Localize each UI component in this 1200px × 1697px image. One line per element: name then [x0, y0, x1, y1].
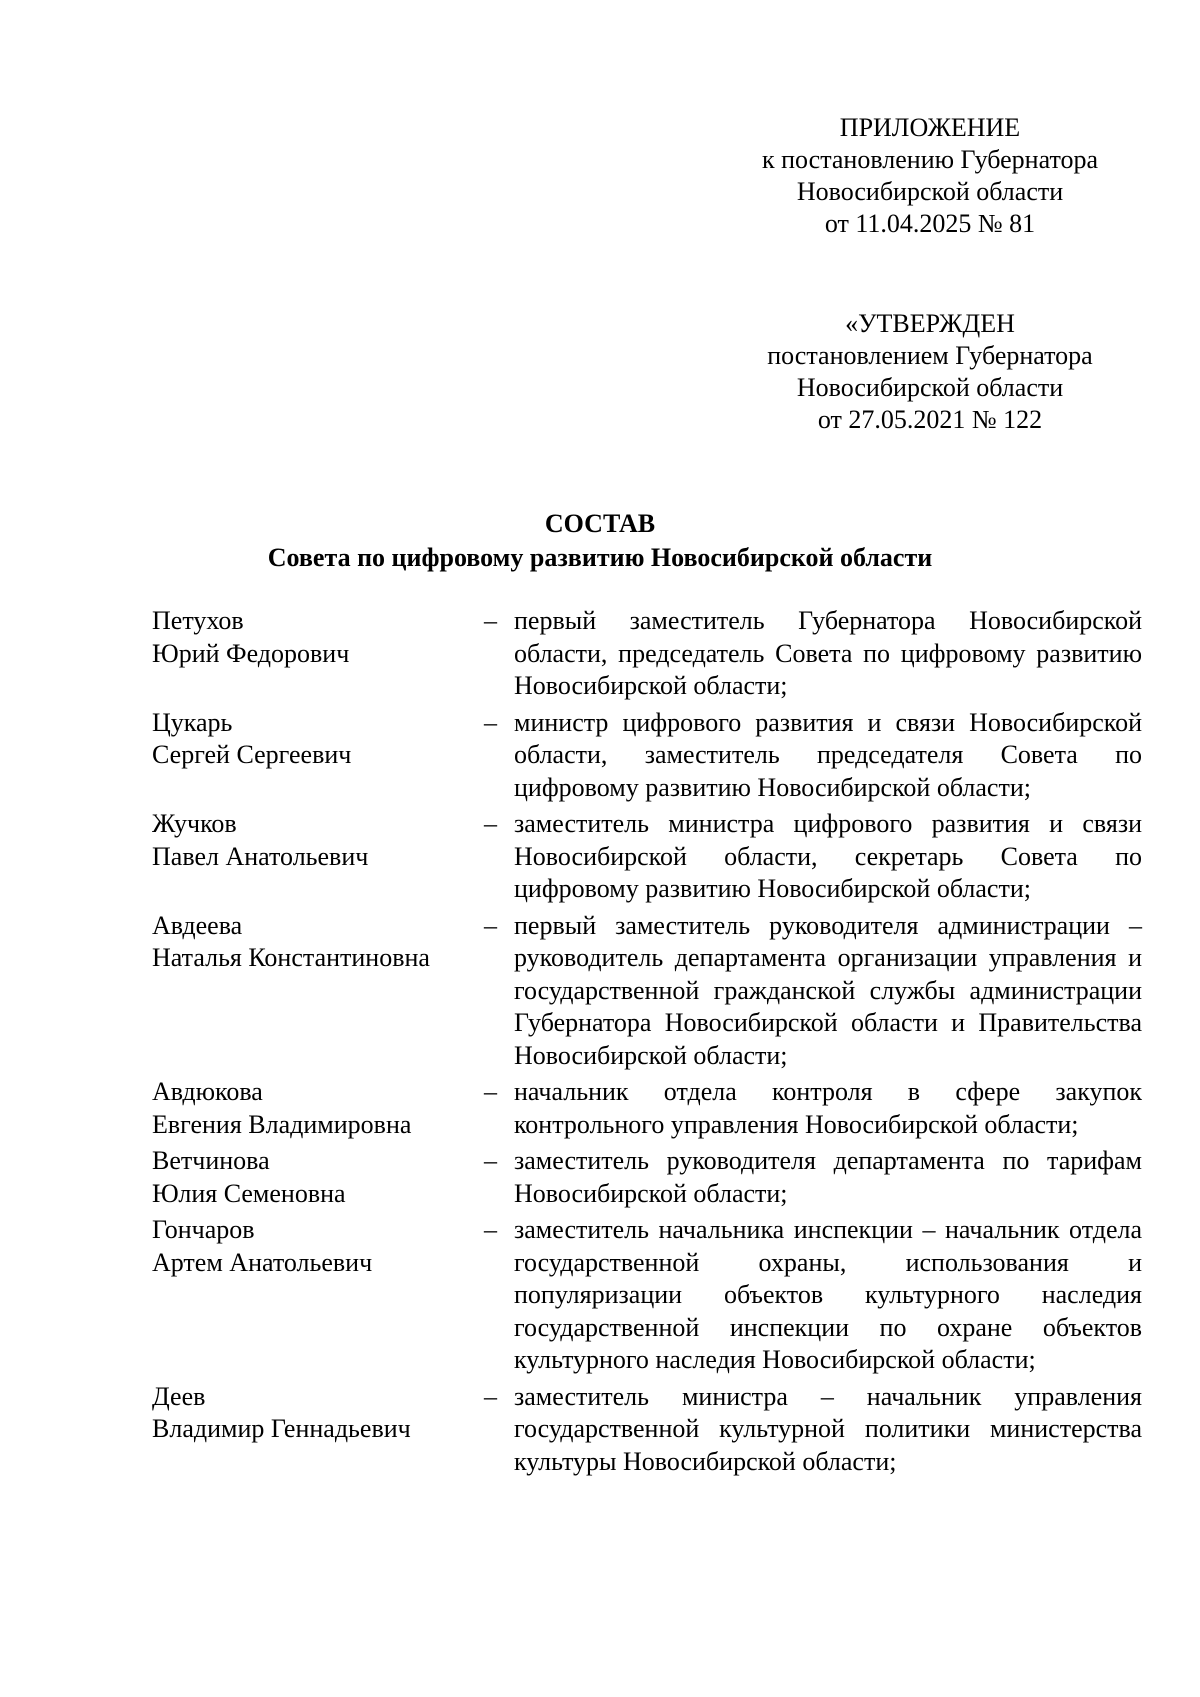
member-dash: – [484, 1077, 497, 1106]
appendix-region: Новосибирской области [796, 177, 1064, 206]
member-role: заместитель начальника инспекции – начальник отдела государственной охраны, использования и популяризации объектов культурного наследия государственной инспекции по охране объектов культурного наследия Новосибирской области; [514, 1215, 1142, 1374]
member-given-name: Павел Анатольевич [152, 841, 369, 871]
member-given-name: Сергей Сергеевич [152, 740, 352, 769]
member-surname: Жучков [152, 809, 237, 838]
appendix-date-number: от 11.04.2025 № 81 [824, 209, 1036, 238]
approved-label: «УТВЕРЖДЕН [845, 309, 1015, 338]
member-role: первый заместитель руководителя администрации – руководитель департамента организации управления и государственной гражданской службы администрации Губернатора Новосибирской области и Правительства Новосибирской области; [514, 910, 1142, 1070]
member-dash: – [484, 910, 497, 940]
title-subheading: Совета по цифровому развитию Новосибирской области [267, 543, 933, 572]
member-row [152, 605, 1142, 703]
member-role: министр цифрового развития и связи Новосибирской области, заместитель председателя Совета по цифровому развитию Новосибирской области; [514, 707, 1142, 802]
member-role: первый заместитель Губернатора Новосибирской области, председатель Совета по цифровому развитию Новосибирской области; [514, 606, 1142, 700]
member-surname: Петухов [152, 606, 244, 635]
member-surname: Авдюкова [152, 1077, 263, 1106]
member-role: заместитель министра цифрового развития и связи Новосибирской области, секретарь Совета по цифровому развитию Новосибирской области; [514, 809, 1142, 903]
member-given-name: Наталья Константиновна [152, 943, 430, 972]
title-heading: СОСТАВ [544, 509, 656, 538]
member-dash: – [484, 707, 497, 737]
member-row [152, 1145, 1142, 1210]
member-dash: – [484, 606, 497, 635]
member-row [152, 707, 1142, 805]
members-list [152, 605, 1142, 1482]
approved-date-number: от 27.05.2021 № 122 [817, 405, 1043, 434]
member-surname: Цукарь [152, 707, 233, 737]
member-name [152, 910, 482, 1073]
member-role: заместитель руководителя департамента по тарифам Новосибирской области; [514, 1146, 1142, 1208]
appendix-header [740, 112, 1120, 240]
member-name [152, 1381, 482, 1479]
appendix-to-resolution: к постановлению Губернатора [761, 145, 1099, 174]
approved-region: Новосибирской области [796, 373, 1064, 402]
member-row [152, 1076, 1142, 1141]
member-given-name: Юлия Семеновна [152, 1178, 346, 1208]
member-surname: Гончаров [152, 1215, 255, 1244]
approved-header [740, 308, 1120, 436]
document-title [0, 507, 1200, 575]
member-row [152, 910, 1142, 1073]
member-dash: – [484, 1146, 497, 1175]
member-given-name: Евгения Владимировна [152, 1109, 412, 1139]
member-name [152, 1076, 482, 1141]
member-row [152, 808, 1142, 906]
member-dash: – [484, 1381, 497, 1411]
member-dash: – [484, 809, 497, 838]
member-row [152, 1214, 1142, 1377]
member-row [152, 1381, 1142, 1479]
member-name [152, 808, 482, 906]
member-dash: – [484, 1215, 497, 1244]
member-role: начальник отдела контроля в сфере закупок контрольного управления Новосибирской области; [514, 1077, 1142, 1139]
member-surname: Авдеева [152, 910, 243, 940]
member-name [152, 1145, 482, 1210]
member-name [152, 1214, 482, 1377]
appendix-label: ПРИЛОЖЕНИЕ [839, 113, 1021, 142]
member-given-name: Юрий Федорович [152, 638, 350, 668]
member-given-name: Владимир Геннадьевич [152, 1414, 411, 1443]
member-surname: Ветчинова [152, 1146, 270, 1175]
member-name [152, 707, 482, 805]
member-given-name: Артем Анатольевич [152, 1247, 373, 1277]
member-name [152, 605, 482, 703]
approved-by-resolution: постановлением Губернатора [767, 341, 1093, 370]
member-role: заместитель министра – начальник управления государственной культурной политики министерства культуры Новосибирской области; [514, 1381, 1142, 1476]
member-surname: Деев [152, 1381, 206, 1411]
